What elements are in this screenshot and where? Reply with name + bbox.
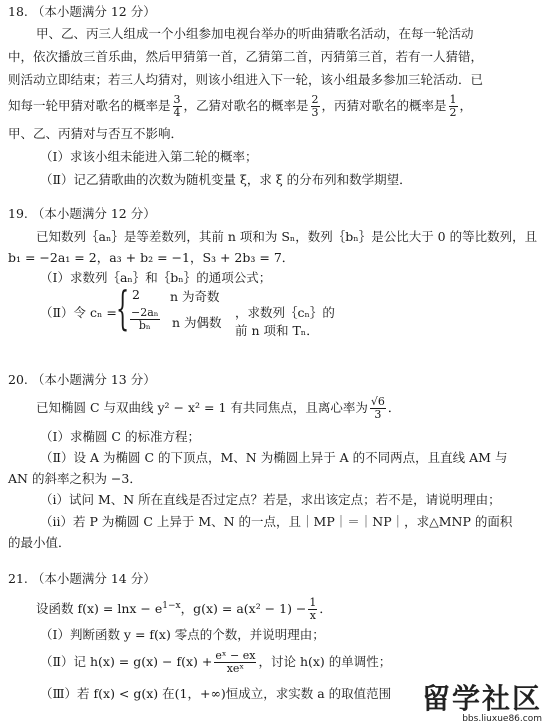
q18-l4-text-a: 知每一轮甲猜对歌名的概率是 — [8, 98, 171, 113]
fraction-denominator: 2 — [449, 106, 457, 119]
q21-part2 — [40, 648, 542, 676]
q21-part1: （Ⅰ）判断函数 y = f(x) 零点的个数，并说明理由； — [40, 627, 325, 642]
q18-text-line5: 甲、乙、丙猜对与否互不影响． — [8, 126, 184, 141]
fraction-3-4 — [173, 94, 182, 119]
q19-case1-cond: n 为奇数 — [170, 289, 220, 304]
fraction-numerator: 2 — [311, 93, 319, 106]
q20-part2: （Ⅱ）设 A 为椭圆 C 的下顶点，M、N 为椭圆上异于 A 的不同两点，且直线 AM 与 — [40, 450, 508, 465]
q20-part1: （Ⅰ）求椭圆 C 的标准方程； — [40, 429, 200, 444]
q20-text-line1 — [36, 394, 542, 422]
q21-header: 21. （本小题满分 14 分） — [8, 571, 156, 586]
q21-part3: （Ⅲ）若 f(x) < g(x) 在(1，+∞)恒成立，求实数 a 的取值范围 — [40, 686, 392, 701]
q21-exponent: 1−x — [162, 601, 181, 611]
q19-case2-cond: n 为偶数 — [172, 315, 222, 330]
fraction-1-x — [308, 597, 317, 622]
fraction-numerator: eˣ − ex — [215, 649, 256, 662]
q18-header: 18. （本小题满分 12 分） — [8, 4, 156, 19]
q20-header: 20. （本小题满分 13 分） — [8, 372, 156, 387]
fraction-1-2 — [449, 94, 458, 119]
fraction-denominator: xeˣ — [226, 662, 245, 675]
q18-text-line2: 中，依次播放三首乐曲，然后甲猜第一首，乙猜第二首，丙猜第三首，若有一人猜错， — [8, 49, 484, 64]
q21-l1-text-c: ． — [319, 601, 332, 617]
left-brace-icon: { — [116, 281, 130, 335]
fraction-numerator: √6 — [370, 395, 385, 408]
q18-l4-text-c: ，丙猜对歌名的概率是 — [321, 98, 447, 113]
q21-l1-text-a: 设函数 f(x) = lnx − e — [36, 601, 163, 617]
q20-sub1: （ⅰ）试问 M、N 所在直线是否过定点？若是，求出该定点；若不是，请说明理由； — [40, 492, 501, 507]
q19-part2-tail: ，求数列｛cₙ｝的前 n 项和 Tₙ． — [235, 305, 335, 338]
fraction-exp — [214, 650, 256, 675]
q19-text-line1: 已知数列｛aₙ｝是等差数列，其前 n 项和为 Sₙ，数列｛bₙ｝是公比大于 0 的等比数列，且 — [36, 229, 538, 244]
q19-case2-fraction — [130, 307, 160, 332]
q18-l4-text-b: ，乙猜对歌名的概率是 — [183, 98, 309, 113]
fraction-2-3 — [311, 94, 320, 119]
fraction-sqrt6-3 — [370, 396, 386, 421]
q18-part2: （Ⅱ）记乙猜歌曲的次数为随机变量 ξ，求 ξ 的分布列和数学期望． — [40, 172, 412, 187]
q19-header: 19. （本小题满分 12 分） — [8, 206, 156, 221]
fraction-denominator: 3 — [374, 408, 382, 421]
q19-text-line2: b₁ = −2a₁ = 2，a₃ + b₂ = −1，S₃ + 2b₃ = 7． — [8, 250, 295, 265]
q20-l1-text-a: 已知椭圆 C 与双曲线 y² − x² = 1 有共同焦点，且离心率为 — [36, 400, 368, 415]
q20-sub2-cont: 的最小值． — [8, 535, 71, 550]
q18-text-line1: 甲、乙、丙三人组成一个小组参加电视台举办的听曲猜歌名活动，在每一轮活动 — [36, 26, 474, 41]
q20-part2-cont: AN 的斜率之积为 −3． — [8, 471, 142, 486]
fraction-numerator: 1 — [449, 93, 457, 106]
q21-p2-text-a: （Ⅱ）记 h(x) = g(x) − f(x) + — [40, 654, 213, 669]
fraction-denominator: bₙ — [138, 319, 151, 332]
watermark-logo — [422, 684, 542, 724]
q19-part2-lead: （Ⅱ）令 cₙ = — [40, 305, 117, 320]
fraction-numerator: 3 — [173, 93, 181, 106]
q21-l1-text-b: ，g(x) = a(x² − 1) − — [180, 601, 307, 617]
q19-part1: （Ⅰ）求数列｛aₙ｝和｛bₙ｝的通项公式； — [40, 270, 272, 285]
fraction-denominator: 3 — [311, 106, 319, 119]
fraction-denominator: 4 — [173, 106, 181, 119]
fraction-numerator: 1 — [309, 596, 317, 610]
q19-part2-piecewise — [40, 281, 340, 338]
q18-text-line4 — [8, 92, 542, 120]
q20-l1-text-b: ． — [387, 400, 401, 415]
q18-part1: （Ⅰ）求该小组未能进入第二轮的概率； — [40, 149, 258, 164]
q18-l4-text-d: ， — [459, 98, 473, 113]
q20-sub2: （ⅱ）若 P 为椭圆 C 上异于 M、N 的一点，且｜MP｜＝｜NP｜，求△MNP 的面积 — [40, 514, 513, 529]
q21-text-line1 — [36, 592, 542, 623]
watermark-url: bbs.liuxue86.com — [462, 714, 542, 724]
watermark-text: 留学社区 — [421, 682, 542, 715]
fraction-numerator: −2aₙ — [131, 306, 159, 319]
fraction-denominator: x — [309, 609, 317, 623]
q18-text-line3: 则活动立即结束；若三人均猜对，则该小组进入下一轮，该小组最多参加三轮活动．已 — [8, 72, 484, 87]
q19-case1-value: 2 — [132, 287, 140, 302]
q21-p2-text-b: ，讨论 h(x) 的单调性； — [258, 654, 392, 669]
